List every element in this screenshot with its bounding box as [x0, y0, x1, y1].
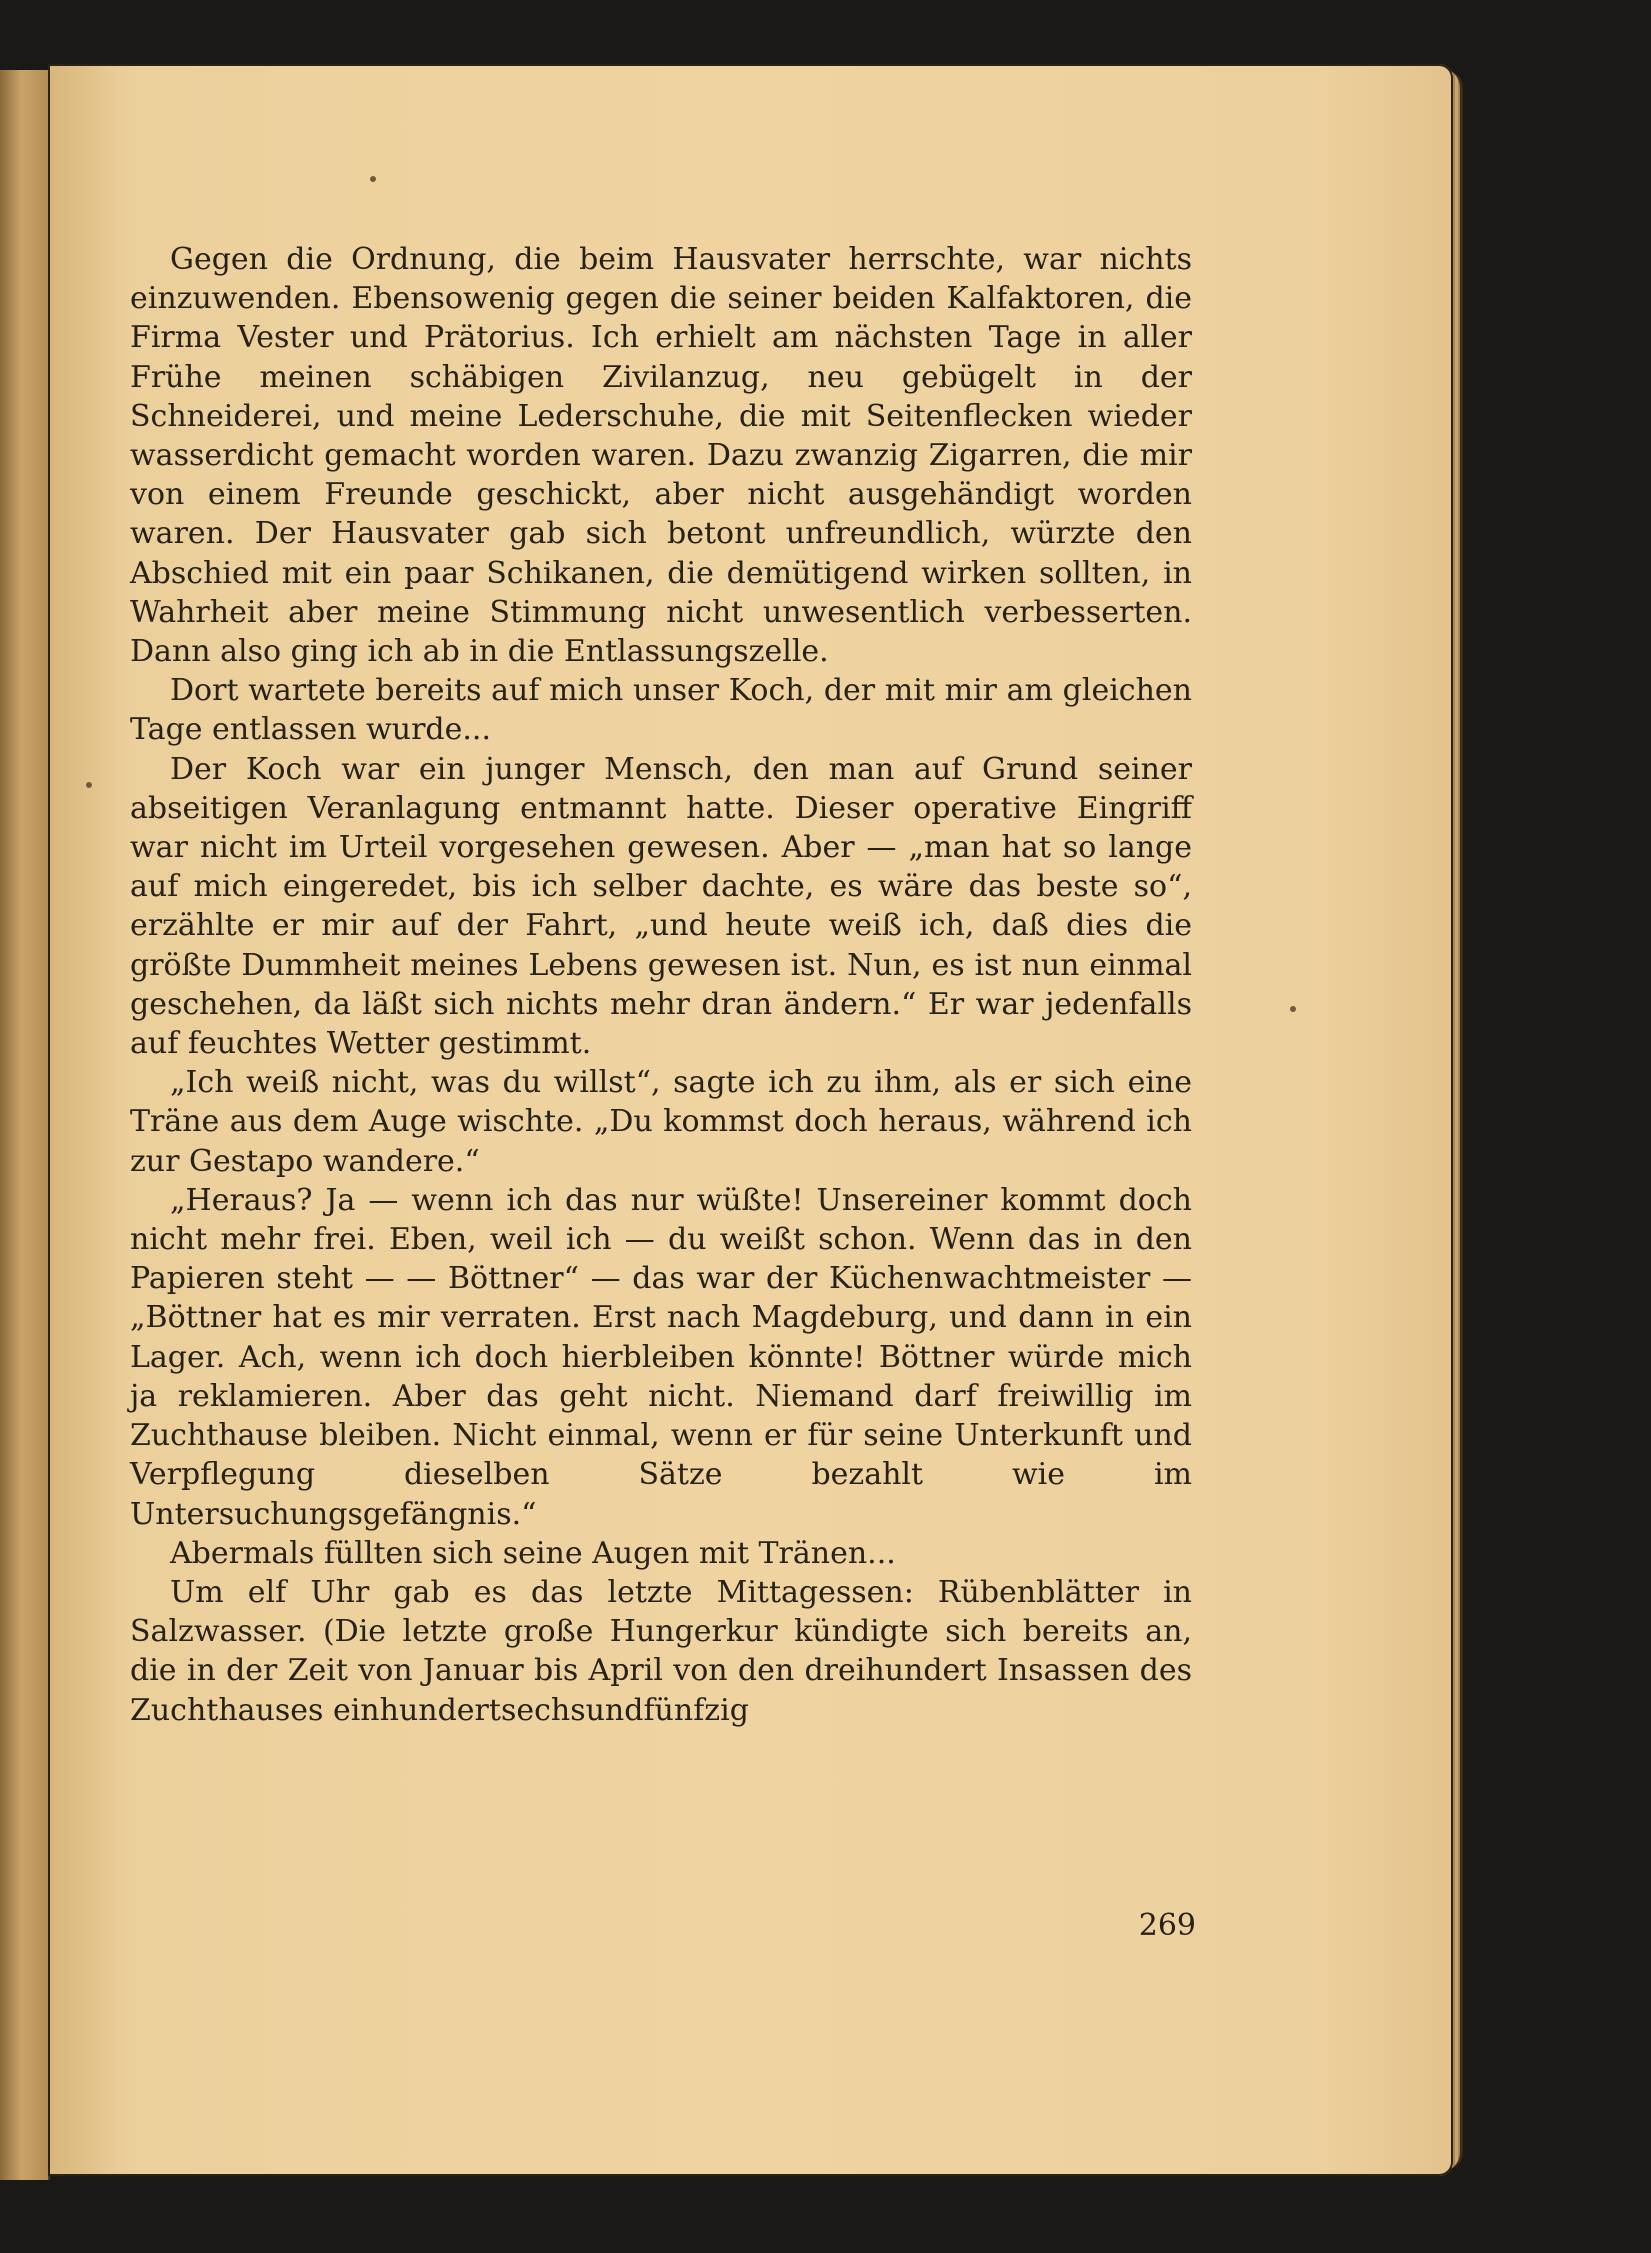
- paragraph: Der Koch war ein junger Mensch, den man auf Grund seiner abseitigen Veranlagung entmannt hatte. Dieser operative Eingriff war nicht im Urteil vorgesehen gewesen. Aber — „man hat so lange auf mich eingeredet, bis ich selber dachte, es wäre das beste so“, erzählte er mir auf der Fahrt, „und heute weiß ich, daß dies die größte Dummheit meines Lebens gewesen ist. Nun, es ist nun einmal geschehen, da läßt sich nichts mehr dran ändern.“ Er war jedenfalls auf feuchtes Wetter gestimmt.: [130, 751, 1192, 1062]
- paper-speck: [1290, 1006, 1296, 1012]
- paragraph: Gegen die Ordnung, die beim Hausvater herrschte, war nichts einzuwenden. Ebensowenig gegen die seiner beiden Kalfaktoren, die Firma Vester und Prätorius. Ich erhielt am nächsten Tage in aller Frühe meinen schäbigen Zivilanzug, neu gebügelt in der Schneiderei, und meine Lederschuhe, die mit Seitenflecken wieder wasserdicht gemacht worden waren. Dazu zwanzig Zigarren, die mir von einem Freunde geschickt, aber nicht ausgehändigt worden waren. Der Hausvater gab sich betont unfreundlich, würzte den Abschied mit ein paar Schikanen, die demütigend wirken sollten, in Wahrheit aber meine Stimmung nicht unwesentlich verbesserten. Dann also ging ich ab in die Entlassungszelle.: [130, 242, 1192, 670]
- paragraph: „Ich weiß nicht, was du willst“, sagte ich zu ihm, als er sich eine Träne aus dem Auge wischte. „Du kommst doch heraus, während ich zur Gestapo wandere.“: [130, 1065, 1192, 1179]
- paragraph: Um elf Uhr gab es das letzte Mittagessen: Rübenblätter in Salzwasser. (Die letzte große Hungerkur kündigte sich bereits an, die in der Zeit von Januar bis April von den dreihundert Insassen des Zuchthauses einhundertsechsundfünfzig: [130, 1574, 1192, 1728]
- paper-speck: [370, 176, 376, 182]
- left-page-edge: [0, 70, 50, 2180]
- paragraph: Abermals füllten sich seine Augen mit Tränen...: [170, 1535, 896, 1571]
- paper-speck: [86, 782, 92, 788]
- paragraph: Dort wartete bereits auf mich unser Koch, der mit mir am gleichen Tage entlassen wurde...: [130, 673, 1192, 748]
- page-number: 269: [1138, 1908, 1196, 1943]
- body-text: [130, 240, 1192, 1730]
- paragraph: „Heraus? Ja — wenn ich das nur wüßte! Unsereiner kommt doch nicht mehr frei. Eben, weil ich — du weißt schon. Wenn das in den Papieren steht — — Böttner“ — das war der Küchenwachtmeister — „Böttner hat es mir verraten. Erst nach Magdeburg, und dann in ein Lager. Ach, wenn ich doch hierbleiben könnte! Böttner würde mich ja reklamieren. Aber das geht nicht. Niemand darf freiwillig im Zuchthause bleiben. Nicht einmal, wenn er für seine Unterkunft und Verpflegung dieselben Sätze bezahlt wie im Untersuchungsgefängnis.“: [130, 1182, 1192, 1532]
